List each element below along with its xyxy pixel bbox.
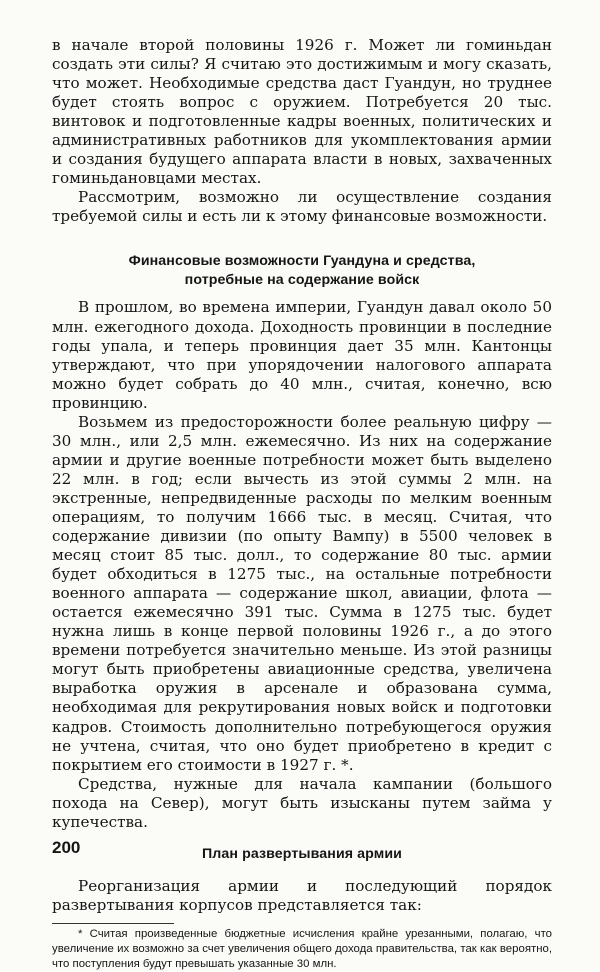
footnote: * Считая произведенные бюджетные исчисления крайне урезанными, полагаю, что увеличение их возможно за счет увеличения общего дохода правительства, так как вероятно, что поступления будут превышать указанные 30 млн. [52,928,552,971]
section2-title: План развертывания армии [201,845,402,862]
section1-title-line1: Финансовые возможности Гуандуна и средства, [128,253,476,270]
section1-paragraph-2: Возьмем из предосторожности более реальную цифру — 30 млн., или 2,5 млн. ежемесячно. Из них на содержание армии и другие военные потребности может быть выделено 22 млн. в год; если вычесть из этой суммы 2 млн. на экстренные, непредвиденные расходы по мелким военным операциям, то получим 1666 тыс. в месяц. Считая, что содержание дивизии (по опыту Вампу) в 5500 человек в месяц стоит 85 тыс. долл., то содержание 80 тыс. армии будет обходиться в 1275 тыс., на остальные потребности военного аппарата — содержание школ, авиации, флота — остается ежемесячно 391 тыс. Сумма в 1275 тыс. будет нужна лишь в конце первой половины 1926 г., а до этого времени потребуется значительно меньше. Из этой разницы могут быть приобретены авиационные средства, увеличена выработка оружия в арсенале и образована сумма, необходимая для рекрутирования новых войск и подготовки кадров. Стоимость дополнительно потребующегося оружия не учтена, считая, что оно будет приобретено в кредит с покрытием его стоимости в 1927 г. *. [52,412,552,774]
page-body [52,36,552,972]
section2-paragraph-1: Реорганизация армии и последующий порядок развертывания корпусов представляется так: [52,877,552,915]
section1-paragraph-1: В прошлом, во времена империи, Гуандун давал около 50 млн. ежегодного дохода. Доходность провинции в последние годы упала, и теперь провинция дает 35 млн. Кантонцы утверждают, что при упорядочении налогового аппарата можно будет собрать до 40 млн., считая, конечно, всю провинцию. [52,298,552,412]
section2-heading [52,845,552,864]
intro-paragraph-2: Рассмотрим, возможно ли осуществление создания требуемой силы и есть ли к этому финансовые возможности. [52,188,552,226]
footnote-divider [52,923,174,924]
section1-heading [52,252,552,289]
page-number: 200 [52,838,81,857]
section1-paragraph-3: Средства, нужные для начала кампании (большого похода на Север), могут быть изысканы путем займа у купечества. [52,774,552,831]
section1-title-line2: потребные на содержание войск [184,271,420,288]
intro-paragraph-1: в начале второй половины 1926 г. Может ли гоминьдан создать эти силы? Я считаю это достижимым и могу сказать, что может. Необходимые средства даст Гуандун, но труднее будет стоять вопрос с оружием. Потребуется 20 тыс. винтовок и подготовленные кадры военных, политических и административных работников для укомплектования армии и создания будущего аппарата власти в новых, захваченных гоминьдановцами местах. [52,36,552,188]
